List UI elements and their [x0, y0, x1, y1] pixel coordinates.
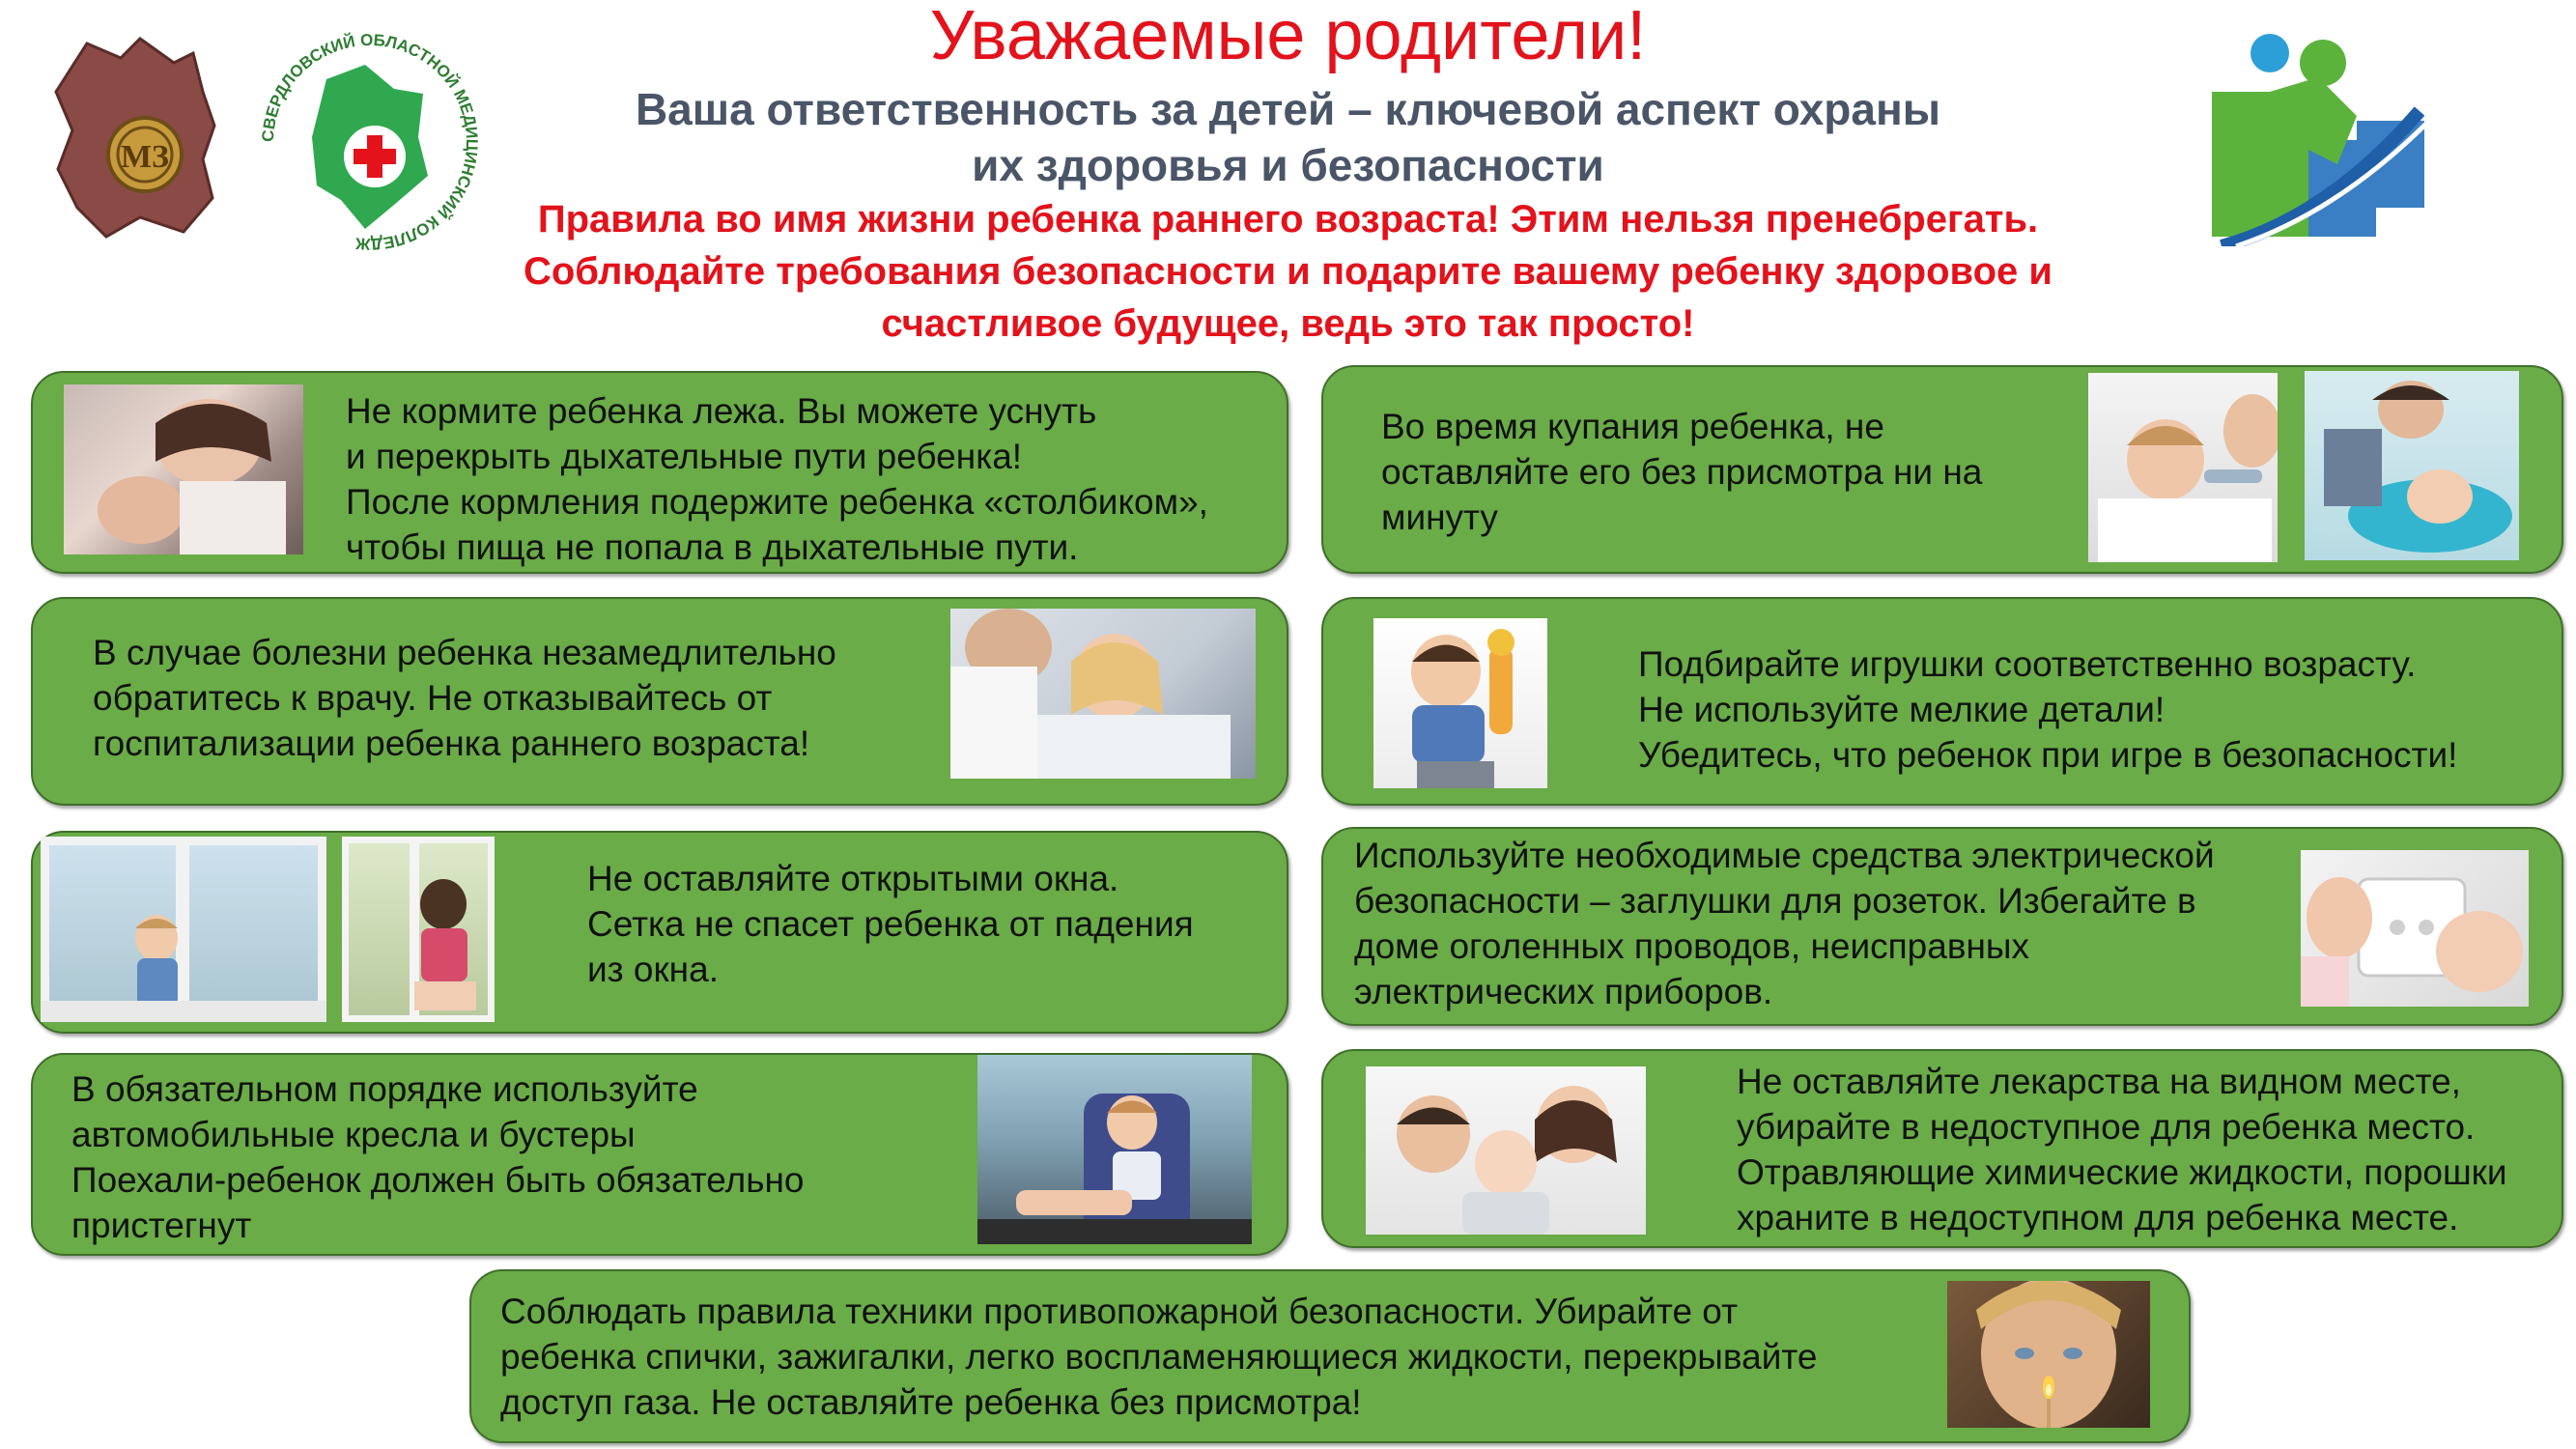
medical-college-logo — [249, 21, 491, 263]
safety-slogan: Правила во имя жизни ребенка раннего возраста! Этим нельзя пренебрегать. Соблюдайте требования безопасности и подарите вашему ребенку здоровое и счастливое будущее, ведь это так просто! — [523, 198, 2052, 345]
window-photo-1 — [41, 837, 326, 1022]
family-photo — [1366, 1066, 1646, 1235]
health-logo — [2212, 24, 2434, 246]
illness-text: В случае болезни ребенка незамедлительно обратитесь к врачу. Не отказывайтесь от госпитализации ребенка раннего возраста! — [93, 633, 836, 763]
window-photo-2 — [342, 837, 495, 1022]
car-seat-photo — [977, 1055, 1252, 1244]
feeding-photo — [64, 384, 303, 554]
bathing-text: Во время купания ребенка, не оставляйте его без присмотра ни на минуту — [1381, 407, 1983, 537]
car-seat-text: В обязательном порядке используйте автомобильные кресла и бустеры Поехали-ребенок должен быть обязательно пристегнут — [71, 1069, 805, 1245]
fire-text: Соблюдать правила техники противопожарной безопасности. Убирайте от ребенка спички, зажигалки, легко воспламеняющиеся жидкости, перекрывайте доступ газа. Не оставляйте ребенка без присмотра! — [500, 1292, 1818, 1422]
toys-text: Подбирайте игрушки соответственно возрасту. Не используйте мелкие детали! Убедитесь, что ребенок при игре в безопасности! — [1638, 644, 2458, 775]
page-title: Уважаемые родители! — [929, 0, 1647, 74]
page-subtitle: Ваша ответственность за детей – ключевой аспект охраны их здоровья и безопасности — [635, 84, 1941, 190]
emblem-monogram: МЗ — [120, 139, 170, 175]
illness-photo — [950, 609, 1256, 779]
electric-photo — [2301, 850, 2529, 1007]
region-emblem-logo — [48, 34, 222, 242]
medicine-text: Не оставляйте лекарства на видном месте, убирайте в недоступное для ребенка место. Отравляющие химические жидкости, порошки храните в недоступном для ребенка месте. — [1737, 1062, 2507, 1237]
fire-photo — [1947, 1281, 2150, 1428]
bathing-photo-2 — [2305, 371, 2519, 560]
electric-text: Используйте необходимые средства электрической безопасности – заглушки для розеток. Избегайте в доме оголенных проводов, неисправных электрических приборов. — [1354, 836, 2215, 1011]
toys-photo — [1373, 618, 1547, 788]
feeding-text: Не кормите ребенка лежа. Вы можете уснуть и перекрыть дыхательные пути ребенка! После кормления подержите ребенка «столбиком», чтобы пища не попала в дыхательные пути. — [346, 391, 1208, 567]
bathing-photo-1 — [2088, 373, 2278, 562]
windows-text: Не оставляйте открытыми окна. Сетка не спасет ребенка от падения из окна. — [587, 859, 1194, 989]
college-logo-ring-text: СВЕРДЛОВСКИЙ ОБЛАСТНОЙ МЕДИЦИНСКИЙ КОЛЛЕДЖ — [258, 30, 482, 254]
